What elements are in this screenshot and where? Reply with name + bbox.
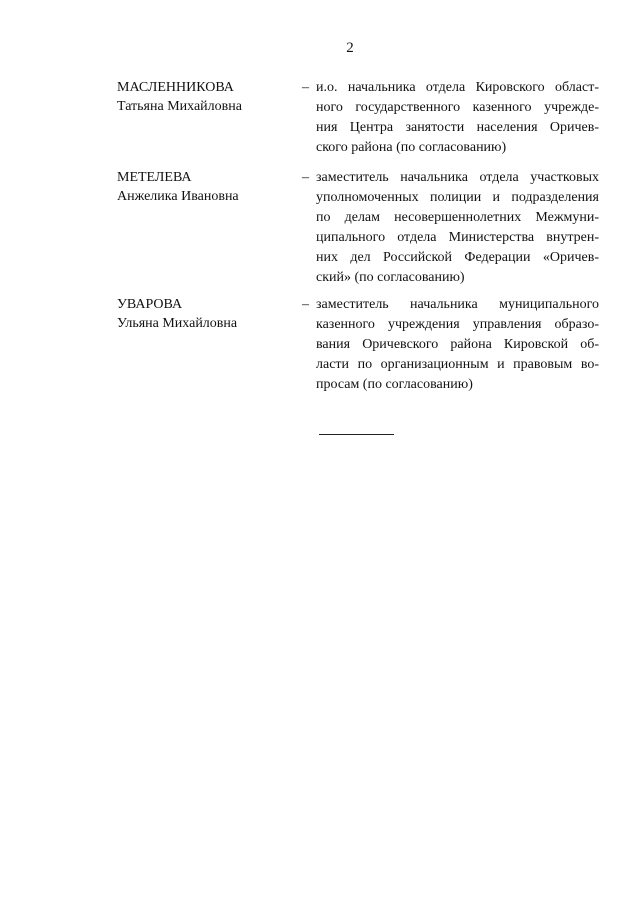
member-role (316, 168, 599, 288)
role-line: ского района (по согласованию) (316, 140, 507, 155)
role-line: вания Оричевского района Кировской об- (316, 337, 599, 352)
role-line: казенного учреждения управления образо- (316, 317, 599, 332)
member-given-names: Анжелика Ивановна (117, 189, 239, 204)
role-line: заместитель начальника муниципального (316, 297, 599, 312)
member-entry (117, 78, 602, 158)
role-line: них дел Российской Федерации «Оричев- (316, 250, 599, 265)
end-rule (319, 434, 394, 435)
member-given-names: Ульяна Михайловна (117, 316, 238, 331)
member-name (117, 168, 287, 206)
member-surname: УВАРОВА (117, 297, 183, 312)
role-line: ципального отдела Министерства внутрен- (316, 230, 599, 245)
role-line: просам (по согласованию) (316, 377, 473, 392)
role-line: по делам несовершеннолетних Межмуни- (316, 210, 599, 225)
list-dash: – (302, 80, 309, 95)
role-line: ного государственного казенного учрежде- (316, 100, 599, 115)
member-surname: МЕТЕЛЕВА (117, 170, 192, 185)
member-given-names: Татьяна Михайловна (117, 99, 242, 114)
role-line: ласти по организационным и правовым во- (316, 357, 599, 372)
member-name (117, 295, 287, 333)
role-line: и.о. начальника отдела Кировского област- (316, 80, 599, 95)
list-dash: – (302, 297, 309, 312)
page-number: 2 (346, 40, 354, 56)
member-entry (117, 168, 602, 288)
member-entry (117, 295, 602, 395)
role-line: ский» (по согласованию) (316, 270, 465, 285)
role-line: заместитель начальника отдела участковых (316, 170, 599, 185)
member-name (117, 78, 287, 116)
list-dash: – (302, 170, 309, 185)
role-line: ния Центра занятости населения Оричев- (316, 120, 599, 135)
member-role (316, 78, 599, 158)
member-surname: МАСЛЕННИКОВА (117, 80, 234, 95)
member-role (316, 295, 599, 395)
role-line: уполномоченных полиции и подразделения (316, 190, 599, 205)
